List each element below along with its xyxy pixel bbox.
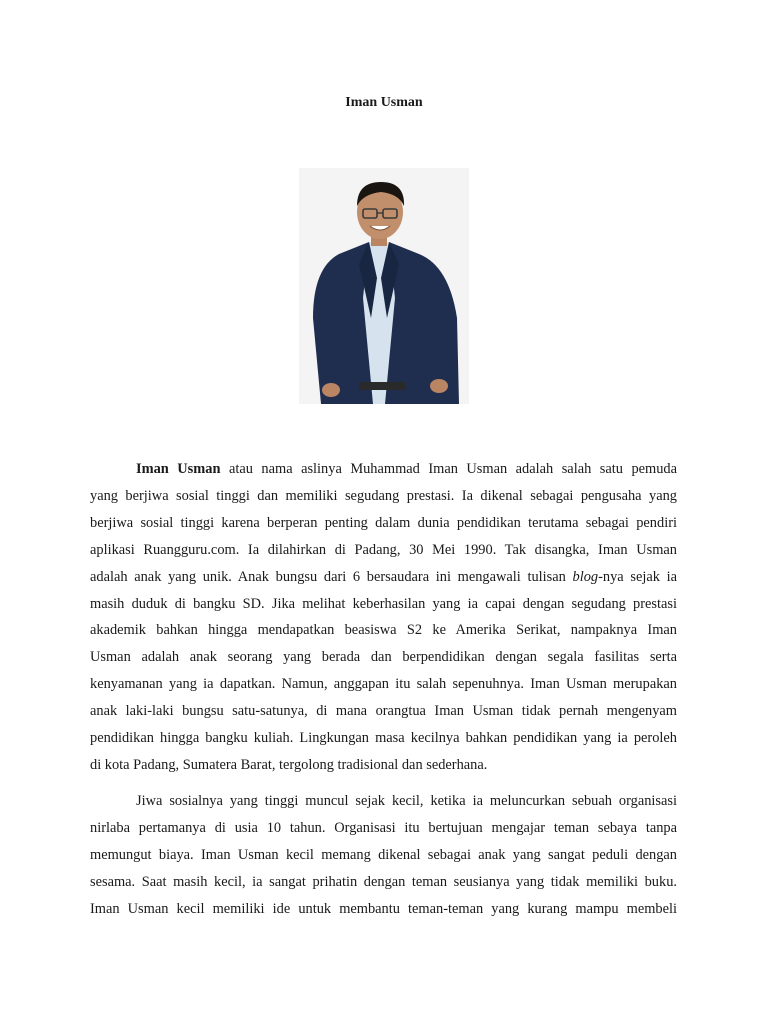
paragraph-1-line-6: masih duduk di bangku SD. Jika melihat keberhasilan yang ia capai dengan segudang prestasi xyxy=(90,595,677,612)
paragraph-2 xyxy=(90,788,677,923)
paragraph-2-line-5: Iman Usman kecil memiliki ide untuk membantu teman-teman yang kurang mampu membeli xyxy=(90,900,677,917)
paragraph-1-line-7: akademik bahkan hingga mendapatkan beasiswa S2 ke Amerika Serikat, nampaknya Iman xyxy=(90,622,677,639)
bold-name: Iman Usman xyxy=(136,461,221,477)
paragraph-2-line-4: sesama. Saat masih kecil, ia sangat prihatin dengan teman seusianya yang tidak memiliki buku. xyxy=(90,873,677,890)
paragraph-1-line-8: Usman adalah anak seorang yang berada dan berpendidikan dengan segala fasilitas serta xyxy=(90,649,677,666)
portrait-photo xyxy=(299,168,469,404)
paragraph-1-line-12: di kota Padang, Sumatera Barat, tergolong tradisional dan sederhana. xyxy=(90,756,488,773)
portrait-illustration xyxy=(299,168,469,404)
paragraph-1-line-1: Iman Usman atau nama aslinya Muhammad Iman Usman adalah salah satu pemuda xyxy=(136,461,677,477)
paragraph-1-line-2: yang berjiwa sosial tinggi dan memiliki segudang prestasi. Ia dikenal sebagai pengusaha yang xyxy=(90,487,677,504)
paragraph-2-line-2: nirlaba pertamanya di usia 10 tahun. Organisasi itu bertujuan mengajar teman sebaya tanpa xyxy=(90,819,677,836)
paragraph-1-line-4: aplikasi Ruangguru.com. Ia dilahirkan di Padang, 30 Mei 1990. Tak disangka, Iman Usman xyxy=(90,541,677,558)
italic-word: blog xyxy=(572,568,599,585)
paragraph-1-line-10: anak laki-laki bungsu satu-satunya, di mana orangtua Iman Usman tidak pernah mengenyam xyxy=(90,703,677,720)
paragraph-1-line-3: berjiwa sosial tinggi karena berperan penting dalam dunia pendidikan terutama sebagai pendiri xyxy=(90,514,677,531)
paragraph-1-line-5: adalah anak yang unik. Anak bungsu dari 6 bersaudara ini mengawali tulisan blog-nya sejak ia xyxy=(90,568,677,585)
paragraph-2-line-1: Jiwa sosialnya yang tinggi muncul sejak kecil, ketika ia meluncurkan sebuah organisasi xyxy=(136,793,677,809)
page-title: Iman Usman xyxy=(345,95,423,110)
paragraph-2-line-3: memungut biaya. Iman Usman kecil memang dikenal sebagai anak yang sangat peduli dengan xyxy=(90,846,677,863)
paragraph-1-line-9: kenyamanan yang ia dapatkan. Namun, anggapan itu salah sepenuhnya. Iman Usman merupakan xyxy=(90,676,677,693)
paragraph-1-line-11: pendidikan hingga bangku kuliah. Lingkungan masa kecilnya bahkan pendidikan yang ia peroleh xyxy=(90,730,677,747)
paragraph-1 xyxy=(90,456,677,779)
